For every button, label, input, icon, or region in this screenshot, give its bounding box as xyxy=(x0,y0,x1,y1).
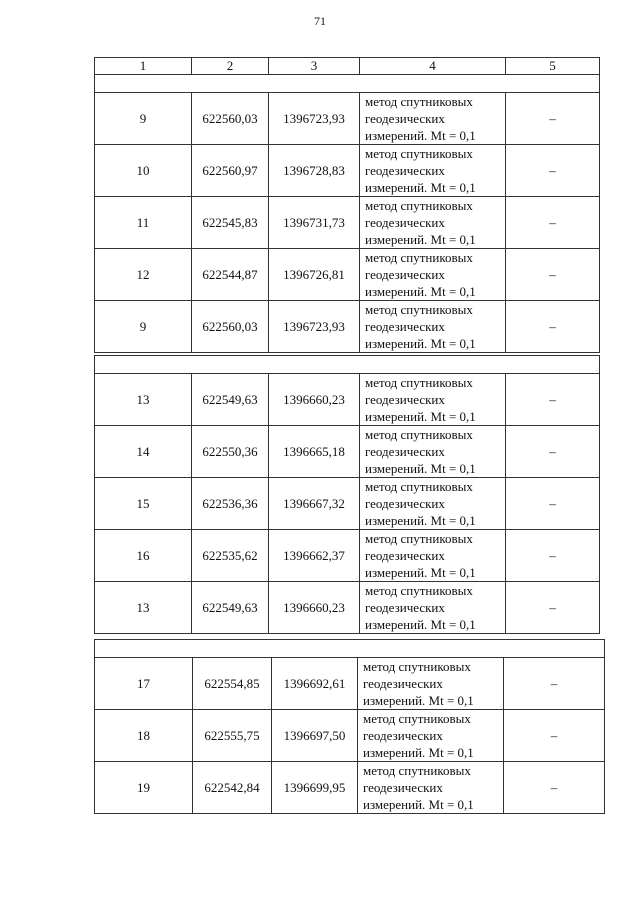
table-row xyxy=(95,145,600,197)
method-line: геодезических xyxy=(365,392,445,407)
coord-y: 1396726,81 xyxy=(269,249,360,301)
method-line: метод спутниковых xyxy=(365,146,473,161)
table-row xyxy=(95,301,600,353)
coord-y: 1396723,93 xyxy=(269,301,360,353)
table-row xyxy=(95,249,600,301)
coord-y: 1396728,83 xyxy=(269,145,360,197)
method-line: измерений. Mt = 0,1 xyxy=(365,409,476,424)
point-number: 9 xyxy=(95,301,192,353)
method-line: геодезических xyxy=(363,780,443,795)
coord-y: 1396667,32 xyxy=(269,478,360,530)
section-separator-row xyxy=(95,640,605,658)
coord-x: 622545,83 xyxy=(192,197,269,249)
point-number: 16 xyxy=(95,530,192,582)
coord-x: 622542,84 xyxy=(193,762,272,814)
point-number: 15 xyxy=(95,478,192,530)
method-line: метод спутниковых xyxy=(363,711,471,726)
method-line: измерений. Mt = 0,1 xyxy=(365,336,476,351)
method-line: метод спутниковых xyxy=(365,375,473,390)
coord-x: 622550,36 xyxy=(192,426,269,478)
method-line: геодезических xyxy=(365,163,445,178)
method-description xyxy=(360,197,506,249)
method-line: измерений. Mt = 0,1 xyxy=(365,617,476,632)
coord-x: 622560,97 xyxy=(192,145,269,197)
column-5-value: – xyxy=(506,478,600,530)
column-5-value: – xyxy=(506,426,600,478)
page-number: 71 xyxy=(314,14,326,28)
method-line: метод спутниковых xyxy=(365,427,473,442)
point-number: 13 xyxy=(95,582,192,634)
method-line: метод спутниковых xyxy=(365,250,473,265)
coord-x: 622535,62 xyxy=(192,530,269,582)
column-5-value: – xyxy=(504,658,605,710)
coord-y: 1396723,93 xyxy=(269,93,360,145)
method-line: геодезических xyxy=(365,444,445,459)
table-row xyxy=(95,374,600,426)
header-row xyxy=(95,58,600,75)
column-5-value: – xyxy=(506,145,600,197)
method-line: геодезических xyxy=(365,548,445,563)
method-description xyxy=(360,582,506,634)
coord-x: 622536,36 xyxy=(192,478,269,530)
coord-x: 622560,03 xyxy=(192,301,269,353)
method-line: измерений. Mt = 0,1 xyxy=(365,232,476,247)
column-5-value: – xyxy=(506,530,600,582)
method-description xyxy=(360,93,506,145)
coord-x: 622560,03 xyxy=(192,93,269,145)
method-line: геодезических xyxy=(365,267,445,282)
column-header: 4 xyxy=(360,58,506,75)
point-number: 12 xyxy=(95,249,192,301)
section-separator-row xyxy=(95,75,600,93)
method-description xyxy=(360,301,506,353)
coord-y: 1396665,18 xyxy=(269,426,360,478)
method-description xyxy=(358,762,504,814)
separator-cell xyxy=(95,640,605,658)
method-line: метод спутниковых xyxy=(365,531,473,546)
method-line: метод спутниковых xyxy=(365,583,473,598)
method-description xyxy=(358,658,504,710)
method-line: измерений. Mt = 0,1 xyxy=(365,513,476,528)
method-line: метод спутниковых xyxy=(363,763,471,778)
section-separator-row xyxy=(95,356,600,374)
coord-y: 1396660,23 xyxy=(269,582,360,634)
table-row xyxy=(95,658,605,710)
coord-x: 622544,87 xyxy=(192,249,269,301)
method-line: геодезических xyxy=(365,111,445,126)
column-5-value: – xyxy=(506,582,600,634)
coord-x: 622549,63 xyxy=(192,374,269,426)
table-row xyxy=(95,478,600,530)
coordinates-table-part-2 xyxy=(94,355,600,634)
coordinates-table-part-3 xyxy=(94,639,605,814)
column-5-value: – xyxy=(504,710,605,762)
column-5-value: – xyxy=(504,762,605,814)
method-line: метод спутниковых xyxy=(363,659,471,674)
separator-cell xyxy=(95,356,600,374)
column-header: 1 xyxy=(95,58,192,75)
column-header: 3 xyxy=(269,58,360,75)
coord-y: 1396697,50 xyxy=(272,710,358,762)
method-description xyxy=(360,530,506,582)
table-row xyxy=(95,197,600,249)
method-description xyxy=(360,374,506,426)
coordinates-table-part-1 xyxy=(94,57,600,353)
method-line: измерений. Mt = 0,1 xyxy=(363,693,474,708)
column-5-value: – xyxy=(506,249,600,301)
method-description xyxy=(360,145,506,197)
point-number: 11 xyxy=(95,197,192,249)
point-number: 14 xyxy=(95,426,192,478)
point-number: 10 xyxy=(95,145,192,197)
coord-y: 1396660,23 xyxy=(269,374,360,426)
column-5-value: – xyxy=(506,374,600,426)
coord-y: 1396699,95 xyxy=(272,762,358,814)
method-line: измерений. Mt = 0,1 xyxy=(363,797,474,812)
coord-y: 1396731,73 xyxy=(269,197,360,249)
column-5-value: – xyxy=(506,197,600,249)
method-line: метод спутниковых xyxy=(365,198,473,213)
method-line: геодезических xyxy=(365,600,445,615)
point-number: 17 xyxy=(95,658,193,710)
table-row xyxy=(95,762,605,814)
method-description xyxy=(360,426,506,478)
method-line: измерений. Mt = 0,1 xyxy=(363,745,474,760)
method-line: измерений. Mt = 0,1 xyxy=(365,128,476,143)
coord-x: 622549,63 xyxy=(192,582,269,634)
method-line: геодезических xyxy=(365,215,445,230)
method-line: геодезических xyxy=(363,728,443,743)
table-row xyxy=(95,426,600,478)
point-number: 19 xyxy=(95,762,193,814)
table-row xyxy=(95,530,600,582)
method-line: метод спутниковых xyxy=(365,479,473,494)
column-5-value: – xyxy=(506,301,600,353)
point-number: 18 xyxy=(95,710,193,762)
method-line: измерений. Mt = 0,1 xyxy=(365,180,476,195)
method-line: измерений. Mt = 0,1 xyxy=(365,565,476,580)
column-header: 5 xyxy=(506,58,600,75)
method-line: метод спутниковых xyxy=(365,302,473,317)
point-number: 13 xyxy=(95,374,192,426)
method-line: измерений. Mt = 0,1 xyxy=(365,461,476,476)
table-row xyxy=(95,582,600,634)
method-description xyxy=(360,478,506,530)
coord-y: 1396662,37 xyxy=(269,530,360,582)
point-number: 9 xyxy=(95,93,192,145)
table-row xyxy=(95,710,605,762)
coord-x: 622554,85 xyxy=(193,658,272,710)
coord-y: 1396692,61 xyxy=(272,658,358,710)
method-line: геодезических xyxy=(363,676,443,691)
method-line: геодезических xyxy=(365,496,445,511)
table-row xyxy=(95,93,600,145)
method-description xyxy=(358,710,504,762)
column-5-value: – xyxy=(506,93,600,145)
method-description xyxy=(360,249,506,301)
column-header: 2 xyxy=(192,58,269,75)
coord-x: 622555,75 xyxy=(193,710,272,762)
separator-cell xyxy=(95,75,600,93)
method-line: измерений. Mt = 0,1 xyxy=(365,284,476,299)
method-line: геодезических xyxy=(365,319,445,334)
method-line: метод спутниковых xyxy=(365,94,473,109)
